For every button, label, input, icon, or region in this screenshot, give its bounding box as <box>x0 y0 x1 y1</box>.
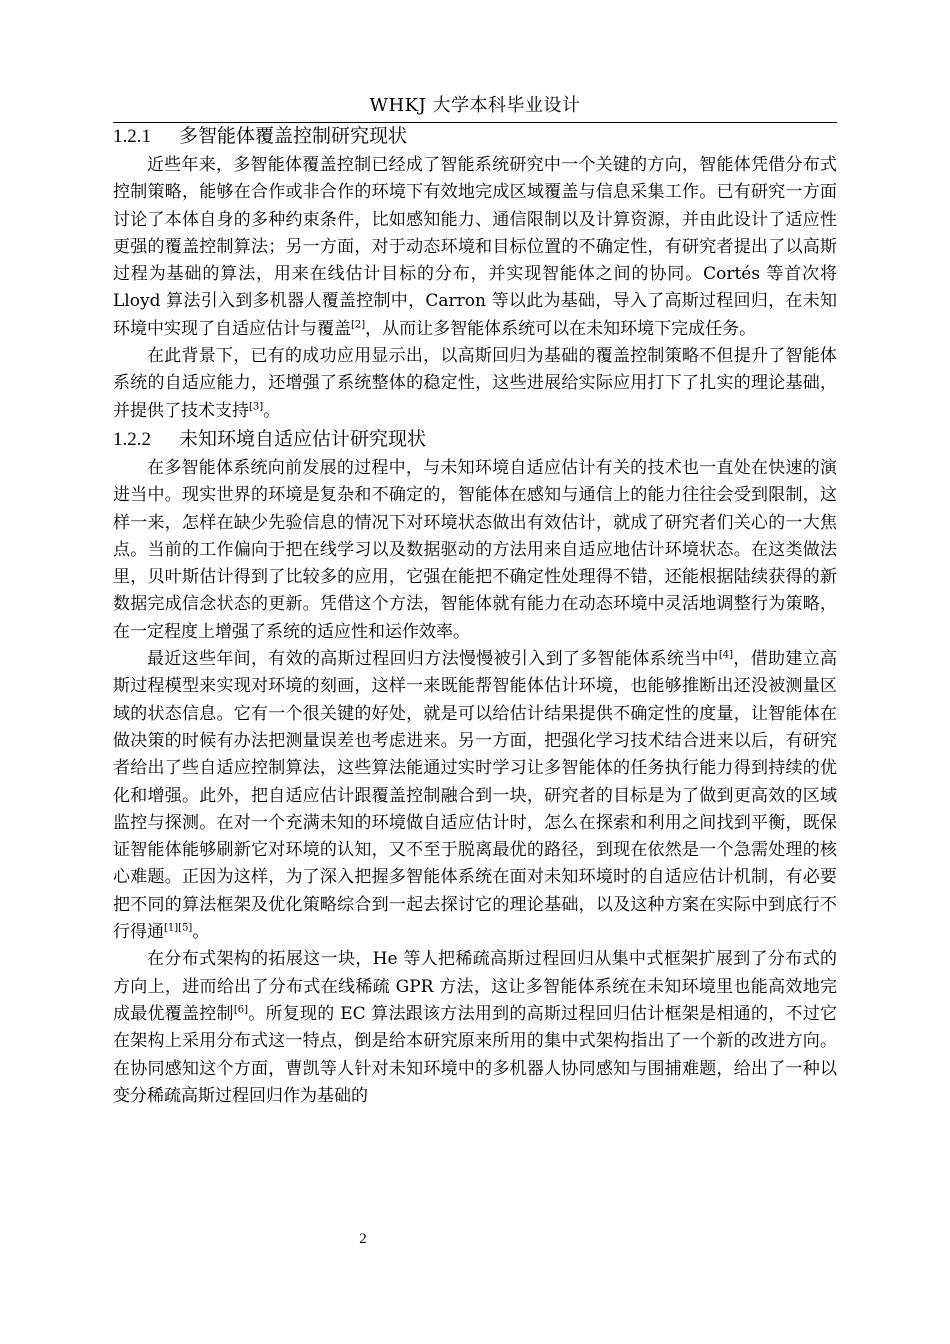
section-heading <box>113 425 837 455</box>
paragraph-text: 。 <box>192 922 210 943</box>
section-number: 1.2.2 <box>113 428 151 450</box>
citation-reference: [6] <box>233 1004 248 1016</box>
section-number: 1.2.1 <box>113 126 151 147</box>
paragraph-text: 。所复现的 EC 算法跟该方法用到的高斯过程回归估计框架是相通的，不过它在架构上采用分布式这一特点，倒是给本研究原来所用的集中式架构指出了一个新的改进方向。在协同感知这个方面，曹凯等人针对未知环境中的多机器人协同感知与围捕难题，给出了一种以变分稀疏高斯过程回归作为基础的 <box>113 1003 837 1106</box>
paragraph-text: 在多智能体系统向前发展的过程中，与未知环境自适应估计有关的技术也一直处在快速的演进当中。现实世界的环境是复杂和不确定的，智能体在感知与通信上的能力往往会受到限制，这样一来，怎样在缺少先验信息的情况下对环境状态做出有效估计，就成了研究者们关心的一大焦点。当前的工作偏向于把在线学习以及数据驱动的方法用来自适应地估计环境状态。在这类做法里，贝叶斯估计得到了比较多的应用，它强在能把不确定性处理得不错，还能根据陆续获得的新数据完成信念状态的更新。凭借这个方法，智能体就有能力在动态环境中灵活地调整行为策略，在一定程度上增强了系统的适应性和运作效率。 <box>113 457 837 642</box>
paragraph-text: 在此背景下，已有的成功应用显示出，以高斯回归为基础的覆盖控制策略不但提升了智能体系统的自适应能力，还增强了系统整体的稳定性，这些进展给实际应用打下了扎实的理论基础，并提供了技术支持 <box>113 346 837 421</box>
running-header: WHKJ 大学本科毕业设计 <box>369 95 581 116</box>
page-body <box>113 122 837 1110</box>
sections-container <box>113 122 837 1110</box>
citation-reference: [2] <box>351 319 366 331</box>
body-paragraph <box>113 455 837 646</box>
paragraph-text: 。 <box>263 400 281 421</box>
section-heading <box>113 122 837 152</box>
body-paragraph <box>113 646 837 946</box>
paragraph-text: 最近这些年间，有效的高斯过程回归方法慢慢被引入到了多智能体系统当中 <box>147 649 719 670</box>
paragraph-text: 近些年来，多智能体覆盖控制已经成了智能系统研究中一个关键的方向，智能体凭借分布式控制策略，能够在合作或非合作的环境下有效地完成区域覆盖与信息采集工作。已有研究一方面讨论了本体自身的多种约束条件，比如感知能力、通信限制以及计算资源，并由此设计了适应性更强的覆盖控制算法；另一方面，对于动态环境和目标位置的不确定性，有研究者提出了以高斯过程为基础的算法，用来在线估计目标的分布，并实现智能体之间的协同。Cortés 等首次将 Lloyd 算法引入到多机器人覆盖控制中，Carron 等以此为基础，导入了高斯过程回归，在未知环境中实现了自适应估计与覆盖 <box>113 155 837 339</box>
citation-reference: [4] <box>718 649 734 661</box>
citation-reference: [3] <box>249 401 264 413</box>
citation-reference: [1][5] <box>164 922 193 934</box>
paragraph-text: ，借助建立高斯过程模型来实现对环境的刻画，这样一来既能帮智能体估计环境，也能够推断出还没被测量区域的状态信息。它有一个很关键的好处，就是可以给估计结果提供不确定性的度量，让智能体在做决策的时候有办法把测量误差也考虑进来。另一方面，把强化学习技术结合进来以后，有研究者给出了些自适应控制算法，这些算法能通过实时学习让多智能体的任务执行能力得到持续的优化和增强。此外，把自适应估计跟覆盖控制融合到一块，研究者的目标是为了做到更高效的区域监控与探测。在对一个充满未知的环境做自适应估计时，怎么在探索和利用之间找到平衡，既保证智能体能够刷新它对环境的认知，又不至于脱离最优的路径，到现在依然是一个急需处理的核心难题。正因为这样，为了深入把握多智能体系统在面对未知环境时的自适应估计机制，有必要把不同的算法框架及优化策略综合到一起去探讨它的理论基础，以及这种方案在实际中到底行不行得通 <box>113 649 838 943</box>
body-paragraph <box>113 152 837 343</box>
section-title: 多智能体覆盖控制研究现状 <box>179 125 408 147</box>
paragraph-text: ，从而让多智能体系统可以在未知环境下完成任务。 <box>365 318 757 339</box>
body-paragraph <box>113 343 837 425</box>
paragraph-text: 在分布式架构的拓展这一块，He 等人把稀疏高斯过程回归从集中式框架扩展到了分布式的方向上，进而给出了分布式在线稀疏 GPR 方法，这让多智能体系统在未知环境里也能高效地完成最优覆盖控制 <box>113 949 837 1024</box>
section-title: 未知环境自适应估计研究现状 <box>179 427 427 450</box>
body-paragraph <box>113 946 837 1110</box>
page-number: 2 <box>359 1231 367 1247</box>
